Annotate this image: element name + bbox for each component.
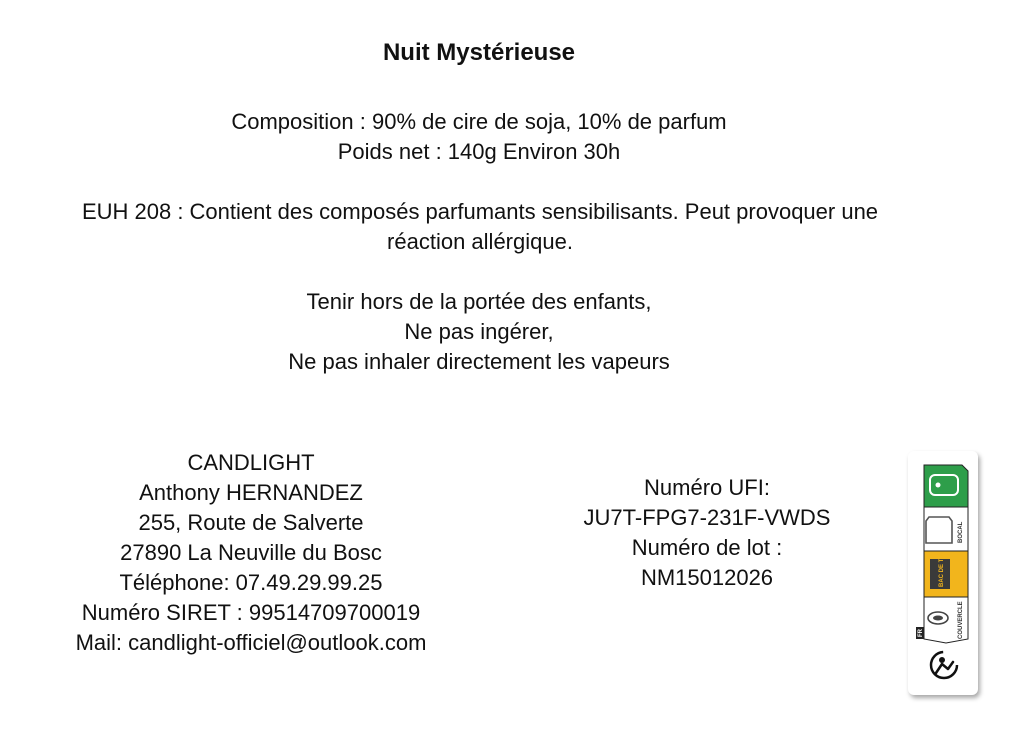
safety-instructions: [0, 287, 958, 377]
company-name: CANDLIGHT: [187, 450, 315, 475]
bocal-label: BOCAL: [958, 521, 964, 543]
lot-value: NM15012026: [640, 565, 774, 590]
ufi-label: Numéro UFI:: [644, 475, 770, 500]
product-title: Nuit Mystérieuse: [382, 39, 576, 66]
company-street: 255, Route de Salverte: [138, 510, 364, 535]
sorting-bin-icon: [924, 551, 968, 597]
lot-label: Numéro de lot :: [631, 535, 783, 560]
fr-label: FR: [918, 629, 924, 637]
company-owner: Anthony HERNANDEZ: [139, 480, 363, 505]
couvercle-label: COUVERCLE: [958, 601, 964, 639]
ufi-value: JU7T-FPG7-231F-VWDS: [583, 505, 831, 530]
euh-warning-block: [20, 197, 940, 257]
recycling-badge-graphic: [908, 451, 978, 695]
composition-text: Composition : 90% de cire de soja, 10% de parfum: [231, 109, 727, 134]
safety-line-ingest: Ne pas ingérer,: [404, 319, 554, 344]
lot-info: [528, 473, 886, 593]
company-siret: Numéro SIRET : 99514709700019: [81, 600, 421, 625]
triman-icon: [931, 652, 957, 678]
net-weight-text: Poids net : 140g Environ 30h: [337, 139, 621, 164]
glass-bin-icon: [924, 465, 968, 507]
safety-line-children: Tenir hors de la portée des enfants,: [306, 289, 652, 314]
composition-block: [0, 107, 958, 167]
company-info: [20, 448, 482, 658]
safety-line-vapours: Ne pas inhaler directement les vapeurs: [288, 349, 670, 374]
jar-icon: [924, 507, 968, 551]
euh-warning-line-1: EUH 208 : Contient des composés parfumants sensibilisants. Peut provoquer une: [81, 199, 879, 224]
recycling-info-badge: [908, 451, 978, 695]
company-city: 27890 La Neuville du Bosc: [120, 540, 382, 565]
euh-warning-line-2: réaction allérgique.: [387, 229, 573, 254]
lid-icon: [924, 597, 968, 643]
company-phone: Téléphone: 07.49.29.99.25: [119, 570, 383, 595]
bac-de-tri-label: BAC DE TRI: [939, 552, 945, 587]
company-mail: Mail: candlight-officiel@outlook.com: [75, 630, 427, 655]
